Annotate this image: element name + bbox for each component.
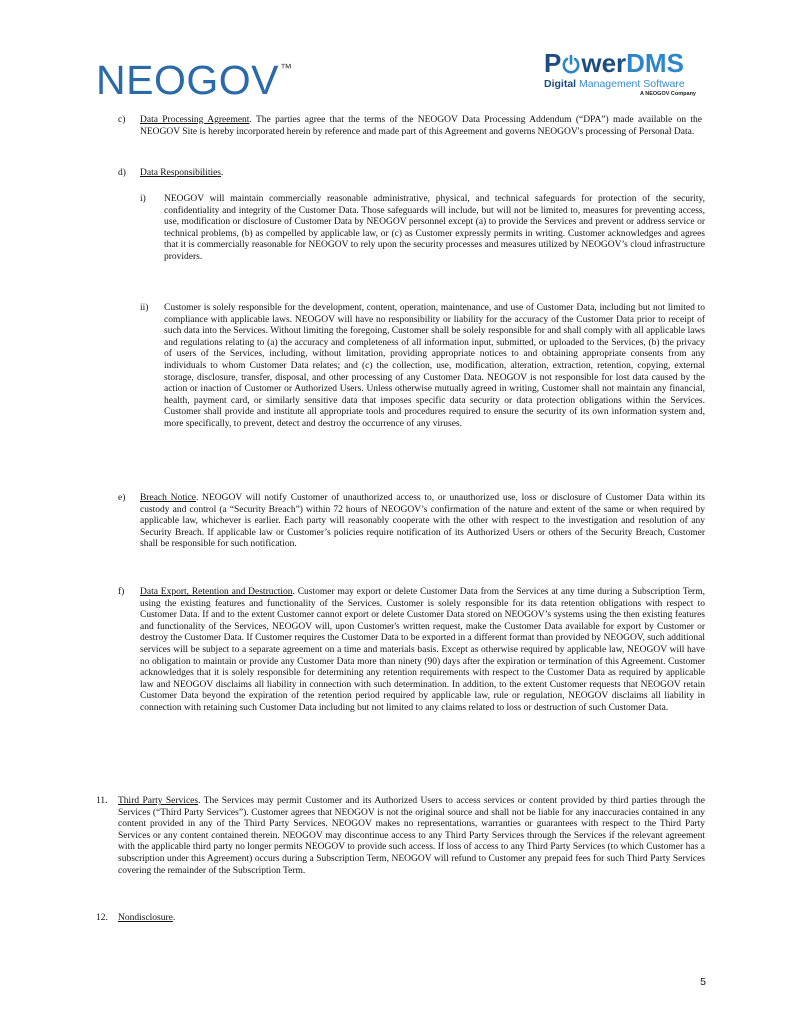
trademark-mark: ™	[279, 61, 293, 75]
section-heading: Data Export, Retention and Destruction	[140, 587, 293, 597]
power-icon	[561, 54, 581, 74]
section-label: 11.	[96, 796, 108, 806]
section-label: d)	[118, 168, 126, 178]
section-label: 12.	[96, 913, 108, 923]
section-heading: Breach Notice	[140, 493, 196, 503]
section-d: d) Data Responsibilities.	[118, 168, 224, 178]
section-heading: Data Processing Agreement	[140, 115, 250, 125]
section-body: . The parties agree that the terms of the NEOGOV Data Processing Addendum (“DPA”) made available on the NEOGOV Site is hereby incorporated herein by reference and made part of this Agreement and governs NEOGOV's processing of Personal Data.	[140, 115, 703, 137]
section-label: e)	[118, 493, 126, 503]
section-d-i	[140, 194, 705, 264]
section-body: . Customer may export or delete Customer Data from the Services at any time during a Subscription Term, using the existing features and functionality of the Services. Customer is solely responsible for its data retention obligations with respect to Customer Data. If and to the extent Customer cannot export or delete Customer Data stored on NEOGOV’s systems using the then existing features and functionality of the Services, NEOGOV will, upon Customer's written request, make the Customer Data available for export by Customer or destroy the Customer Data. If Customer requires the Customer Data to be exported in a different format than provided by NEOGOV, such additional services will be subject to a separate agreement on a time and materials basis. Except as otherwise required by applicable law, NEOGOV will have no obligation to maintain or provide any Customer Data more than ninety (90) days after the expiration or termination of this Agreement. Customer acknowledges that it is solely responsible for determining any retention requirements with respect to the Customer Data as required by applicable law and NEOGOV disclaims all liability in connection with such determination. In addition, to the extent Customer requests that NEOGOV retain Customer Data beyond the expiration of the retention period required by applicable law, rule or regulation, NEOGOV disclaims all liability in connection with retaining such Customer Data including but not limited to any claims related to loss or destruction of such Customer Data.	[140, 587, 705, 713]
powerdms-logo: P werDMS Digital Management Software A NEOGOV Company	[544, 50, 700, 106]
section-heading: Third Party Services	[118, 796, 199, 806]
section-c	[118, 115, 702, 138]
section-label: c)	[118, 115, 126, 125]
section-heading: Data Responsibilities	[140, 168, 222, 178]
section-body: . NEOGOV will notify Customer of unauthorized access to, or unauthorized use, loss or disclosure of Customer Data within its custody and control (a “Security Breach”) within 72 hours of NEOGOV’s confirmation of the nature and extent of the same or when required by applicable law, whichever is earlier. Each party will reasonably cooperate with the other with respect to the investigation and resolution of any Security Breach. If applicable law or Customer’s policies require notification of its Authorized Users or others of the Security Breach, Customer shall be responsible for such notification.	[140, 493, 705, 550]
section-d-ii	[140, 303, 705, 431]
section-11	[96, 796, 705, 877]
section-body: . The Services may permit Customer and its Authorized Users to access services or content provided by third parties through the Services (“Third Party Services”). Customer agrees that NEOGOV is not the original source and shall not be liable for any inaccuracies contained in any content provided in any of the Third Party Services. NEOGOV makes no representations, warranties or guarantees with respect to the Third Party Services or any content contained therein. NEOGOV may discontinue access to any Third Party Services through the Services if the relevant agreement with the applicable third party no longer permits NEOGOV to provide such access. If loss of access to any Third Party Services (to which Customer has a subscription under this Agreement) occurs during a Subscription Term, NEOGOV will refund to Customer any prepaid fees for such Third Party Services covering the remainder of the Subscription Term.	[118, 796, 706, 876]
company-tagline: A NEOGOV Company	[639, 91, 696, 97]
section-e	[118, 493, 705, 551]
subsection-label: i)	[140, 194, 146, 204]
subsection-body: Customer is solely responsible for the development, content, operation, maintenance, and use of Customer Data, including but not limited to compliance with applicable laws. NEOGOV will have no responsibility or liability for the accuracy of the Customer Data prior to receipt of such data into the Services. Without limiting the foregoing, Customer shall be solely responsible for and shall comply with all applicable laws and regulations relating to (a) the accuracy and completeness of all information input, submitted, or uploaded to the Services, (b) the privacy of users of the Services, including, without limitation, providing appropriate notices to and obtaining appropriate consents from any individuals to whom Customer Data relates; and (c) the collection, use, modification, alteration, extraction, retention, copying, external storage, disclosure, transfer, disposal, and other processing of any Customer Data. NEOGOV is not responsible for lost data caused by the action or inaction of Customer or Authorized Users. Unless otherwise mutually agreed in writing, Customer shall not maintain any financial, health, payment card, or similarly sensitive data that imposes specific data security or data protection obligations within the Services. Customer shall provide and institute all appropriate tools and procedures required to ensure the security of its own information system and, more specifically, to prevent, detect and destroy the occurrence of any viruses.	[164, 303, 705, 429]
neogov-logo: NEOGOV™	[96, 57, 293, 103]
section-f	[118, 587, 705, 715]
section-label: f)	[118, 587, 125, 597]
section-12: 12. Nondisclosure.	[96, 913, 176, 923]
subsection-body: NEOGOV will maintain commercially reasonable administrative, physical, and technical safeguards for protection of the security, confidentiality and integrity of the Customer Data. Those safeguards will include, but will not be limited to, measures for preventing access, use, modification or disclosure of Customer Data by NEOGOV personnel except (a) to provide the Services and prevent or address service or technical problems, (b) as compelled by applicable law, or (c) as Customer expressly permits in writing. Customer acknowledges and agrees that it is commercially reasonable for NEOGOV to rely upon the security processes and measures utilized by NEOGOV’s cloud infrastructure providers.	[164, 194, 705, 262]
subsection-label: ii)	[140, 303, 149, 313]
page-number: 5	[700, 976, 706, 988]
section-heading: Nondisclosure	[118, 913, 173, 923]
